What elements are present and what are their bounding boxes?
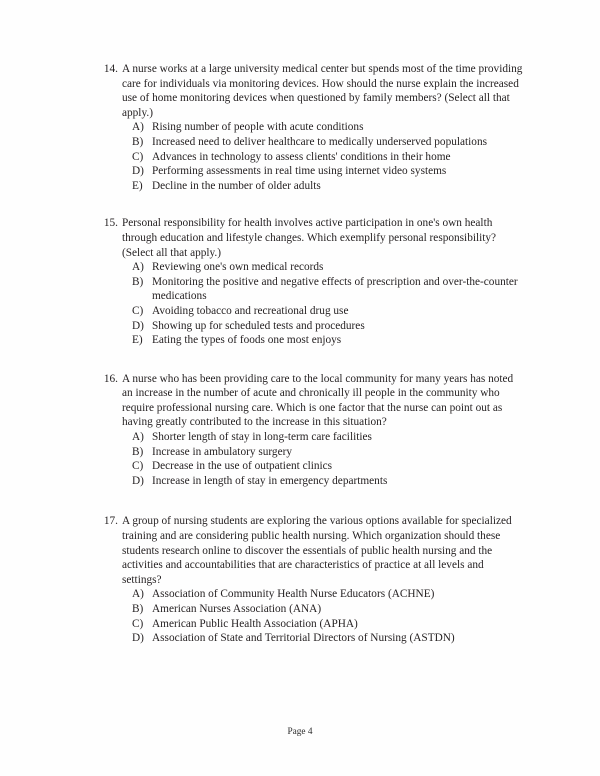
option-item[interactable] [100, 587, 524, 602]
option-letter: E) [132, 334, 143, 347]
question-number: 15. [103, 217, 118, 230]
question-number: 16. [103, 372, 118, 385]
option-letter: D) [132, 165, 144, 178]
option-text: Monitoring the positive and negative effects of prescription and over-the-counter medications [152, 275, 518, 303]
option-item[interactable] [100, 430, 524, 445]
question-stem-block [100, 372, 524, 430]
question-text: A group of nursing students are exploring the various options available for specialized training and are considering public health nursing. Which organization should these students research online to discover the essentials of public health nursing and the activities and accountabilities that are characteristics of practice at all levels and settings? [122, 515, 512, 586]
page-footer: Page 4 [287, 727, 313, 737]
option-item[interactable] [100, 602, 524, 617]
option-item[interactable] [100, 179, 524, 194]
question-text: Personal responsibility for health involves active participation in one's own health through education and lifestyle changes. Which exemplify personal responsibility? (Select all that apply.) [122, 217, 497, 259]
question-number: 14. [103, 63, 118, 75]
option-text: Advances in technology to assess clients' conditions in their home [152, 150, 451, 163]
option-letter: D) [132, 319, 144, 332]
option-letter: D) [132, 474, 144, 487]
option-text: Showing up for scheduled tests and procedures [152, 319, 365, 332]
option-letter: A) [132, 588, 144, 601]
option-letter: A) [132, 431, 144, 444]
option-letter: D) [132, 632, 144, 645]
option-text: Eating the types of foods one most enjoys [152, 334, 342, 347]
option-letter: B) [132, 603, 144, 615]
option-text: Decrease in the use of outpatient clinics [152, 460, 333, 473]
option-letter: A) [132, 261, 144, 274]
option-letter: C) [132, 460, 144, 473]
question-text: A nurse works at a large university medical center but spends most of the time providing care for individuals via monitoring devices. How should the nurse explain the increased use of home monitoring devices when questioned by family members? (Select all that apply.) [122, 63, 523, 119]
option-item[interactable] [100, 333, 524, 348]
option-text: American Public Health Association (APHA) [152, 617, 358, 630]
option-item[interactable] [100, 474, 524, 489]
option-item[interactable] [100, 631, 524, 646]
option-list [100, 587, 524, 645]
option-letter: B) [132, 135, 144, 148]
option-item[interactable] [100, 459, 524, 474]
option-text: Shorter length of stay in long-term care facilities [152, 431, 372, 444]
question-stem-block [100, 62, 524, 120]
option-text: Association of State and Territorial Directors of Nursing (ASTDN) [152, 632, 455, 645]
option-item[interactable] [100, 164, 524, 179]
option-item[interactable] [100, 135, 524, 150]
question-text: A nurse who has been providing care to the local community for many years has noted an increase in the number of acute and chronically ill people in the community who require professional nursing care. Which is one factor that the nurse can point out as having greatly contributed to the increase in this situation? [122, 372, 514, 429]
option-list [100, 430, 524, 488]
option-item[interactable] [100, 120, 524, 135]
option-letter: B) [132, 445, 144, 458]
option-text: Avoiding tobacco and recreational drug use [152, 304, 349, 317]
question-item [100, 372, 524, 489]
option-letter: C) [132, 617, 144, 630]
option-text: Rising number of people with acute conditions [152, 121, 364, 134]
question-item [100, 514, 524, 645]
option-letter: C) [132, 150, 144, 163]
option-list [100, 120, 524, 193]
option-letter: C) [132, 304, 144, 317]
question-stem-block [100, 514, 524, 587]
option-item[interactable] [100, 304, 524, 319]
option-item[interactable] [100, 617, 524, 632]
option-item[interactable] [100, 319, 524, 334]
option-letter: E) [132, 179, 143, 192]
questions-container [100, 62, 524, 646]
option-item[interactable] [100, 260, 524, 275]
question-number: 17. [103, 515, 118, 528]
option-item[interactable] [100, 275, 524, 304]
option-text: Performing assessments in real time using internet video systems [152, 165, 447, 178]
option-text: Increase in length of stay in emergency departments [152, 474, 388, 487]
question-item [100, 216, 524, 347]
option-list [100, 260, 524, 348]
option-item[interactable] [100, 150, 524, 165]
question-item [100, 62, 524, 193]
option-text: American Nurses Association (ANA) [152, 603, 322, 615]
option-text: Reviewing one's own medical records [152, 261, 324, 274]
option-letter: B) [132, 275, 144, 288]
option-text: Increase in ambulatory surgery [152, 445, 293, 458]
option-letter: A) [132, 121, 144, 134]
option-text: Decline in the number of older adults [152, 179, 321, 192]
question-stem-block [100, 216, 524, 260]
option-item[interactable] [100, 445, 524, 460]
option-text: Association of Community Health Nurse Educators (ACHNE) [152, 588, 435, 601]
option-text: Increased need to deliver healthcare to medically underserved populations [152, 135, 488, 148]
